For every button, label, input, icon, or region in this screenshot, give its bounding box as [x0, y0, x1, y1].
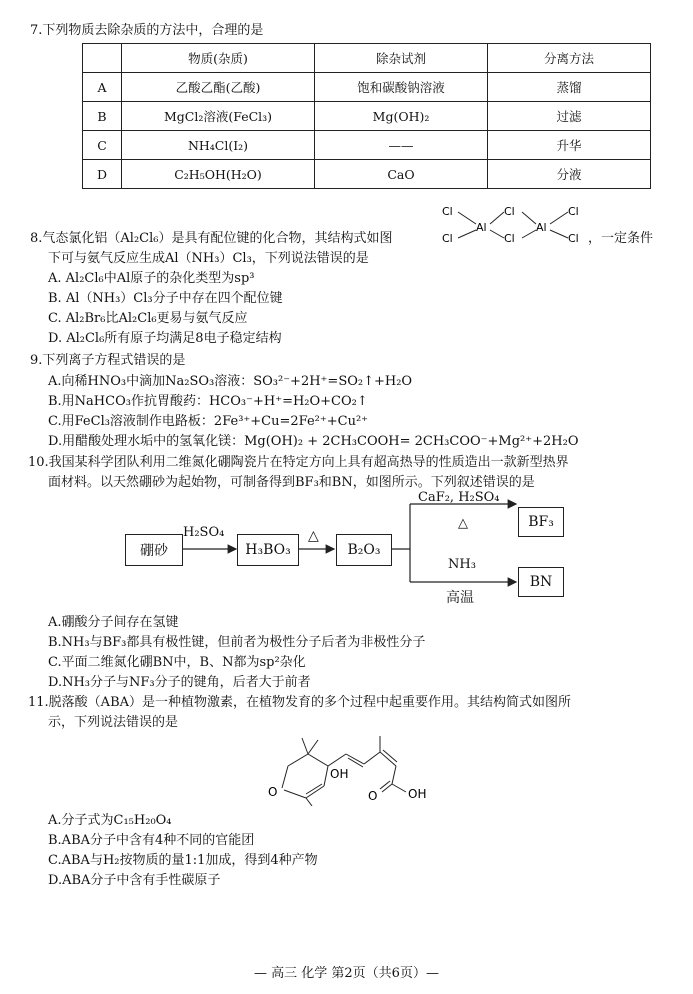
q11-option-c: C.ABA与H₂按物质的量1:1加成，得到4种产物: [48, 853, 318, 868]
flow-branch-bottom-cond: 高温: [446, 590, 474, 606]
q11-stem-line1: 11.脱落酸（ABA）是一种植物激素，在植物发育的多个过程中起重要作用。其结构简式如图所: [28, 695, 572, 710]
q11-option-b: B.ABA分子中含有4种不同的官能团: [48, 833, 255, 848]
q9-stem: 9.下列离子方程式错误的是: [30, 353, 186, 368]
q10-option-b: B.NH₃与BF₃都具有极性键，但前者为极性分子后者为非极性分子: [48, 635, 426, 650]
q7-table: [82, 43, 651, 189]
flow-arrow2-label: △: [308, 528, 319, 544]
oh-label: OH: [330, 767, 349, 781]
table-cell: C: [83, 131, 122, 160]
q10-stem-line1: 10.我国某科学团队利用二维氮化硼陶瓷片在特定方向上具有超高热导的性质造出一款新型热界: [28, 455, 569, 470]
q7-stem: 7.下列物质去除杂质的方法中，合理的是: [30, 23, 264, 38]
table-cell: ——: [315, 131, 488, 160]
table-cell: CaO: [315, 160, 488, 189]
q8-stem-tail: ，一定条件: [588, 231, 654, 246]
carboxyl-oh-label: OH: [408, 787, 427, 801]
flow-node-bn: BN: [518, 567, 564, 597]
aba-structure: [262, 726, 432, 806]
q9-option-a: A.向稀HNO₃中滴加Na₂SO₃溶液：SO₃²⁻+2H⁺=SO₂↑+H₂O: [48, 374, 413, 389]
table-cell: 蒸馏: [488, 73, 651, 102]
al2cl6-structure: [438, 200, 588, 246]
table-row: [83, 131, 651, 160]
q9-option-b: B.用NaHCO₃作抗胃酸药：HCO₃⁻+H⁺=H₂O+CO₂↑: [48, 394, 368, 409]
flow-branch-top-label: CaF₂, H₂SO₄: [418, 490, 500, 505]
table-cell: 乙酸乙酯(乙酸): [122, 73, 315, 102]
flow-branch-bottom-label: NH₃: [448, 557, 476, 572]
table-cell: D: [83, 160, 122, 189]
q8-stem-line1: 8.气态氯化铝（Al₂Cl₆）是具有配位键的化合物，其结构式如图: [30, 231, 393, 246]
cl-label: Cl: [442, 232, 453, 245]
q10-option-d: D.NH₃分子与NF₃分子的键角，后者大于前者: [48, 675, 311, 690]
page-footer: — 高三 化学 第2页（共6页）—: [254, 966, 439, 981]
flow-node-h3bo3: H₃BO₃: [237, 534, 299, 566]
q10-option-c: C.平面二维氮化硼BN中，B、N都为sp²杂化: [48, 655, 306, 670]
table-header-cell: 物质(杂质): [122, 44, 315, 73]
q11-stem-line2: 示，下列说法错误的是: [48, 715, 179, 730]
q8-stem-line2: 下可与氨气反应生成Al（NH₃）Cl₃，下列说法错误的是: [48, 251, 369, 266]
al-label: Al: [476, 221, 487, 234]
table-cell: 饱和碳酸钠溶液: [315, 73, 488, 102]
table-row: [83, 73, 651, 102]
flow-node-bf3: BF₃: [518, 507, 564, 537]
table-cell: 分液: [488, 160, 651, 189]
table-header-cell: 分离方法: [488, 44, 651, 73]
q10-stem-line2: 面材料。以天然硼砂为起始物，可制备得到BF₃和BN，如图所示。下列叙述错误的是: [48, 475, 535, 490]
flow-node-b2o3: B₂O₃: [336, 534, 392, 566]
table-cell: C₂H₅OH(H₂O): [122, 160, 315, 189]
q10-option-a: A.硼酸分子间存在氢键: [48, 615, 179, 630]
q8-option-c: C. Al₂Br₆比Al₂Cl₆更易与氨气反应: [48, 311, 248, 326]
table-cell: 升华: [488, 131, 651, 160]
carboxyl-o-label: O: [368, 789, 378, 803]
flow-branch-top-cond: △: [458, 516, 468, 531]
cl-label: Cl: [568, 205, 579, 218]
cl-label: Cl: [442, 205, 453, 218]
table-cell: A: [83, 73, 122, 102]
q8-option-a: A. Al₂Cl₆中Al原子的杂化类型为sp³: [48, 271, 255, 286]
table-row: [83, 160, 651, 189]
table-header-cell: [83, 44, 122, 73]
table-header-row: [83, 44, 651, 73]
cl-label: Cl: [504, 232, 515, 245]
cl-label: Cl: [568, 232, 579, 245]
q11-option-d: D.ABA分子中含有手性碳原子: [48, 873, 221, 888]
table-cell: 过滤: [488, 102, 651, 131]
table-cell: B: [83, 102, 122, 131]
ketone-o-label: O: [268, 785, 278, 799]
q8-option-d: D. Al₂Cl₆所有原子均满足8电子稳定结构: [48, 331, 282, 346]
table-cell: MgCl₂溶液(FeCl₃): [122, 102, 315, 131]
table-cell: NH₄Cl(I₂): [122, 131, 315, 160]
cl-label: Cl: [504, 205, 515, 218]
q8-option-b: B. Al（NH₃）Cl₃分子中存在四个配位键: [48, 291, 283, 306]
q9-option-d: D.用醋酸处理水垢中的氢氧化镁：Mg(OH)₂ + 2CH₃COOH= 2CH₃COO⁻+Mg²⁺+2H₂O: [48, 434, 579, 449]
table-row: [83, 102, 651, 131]
q11-option-a: A.分子式为C₁₅H₂₀O₄: [48, 813, 172, 828]
q9-option-c: C.用FeCl₃溶液制作电路板：2Fe³⁺+Cu=2Fe²⁺+Cu²⁺: [48, 414, 369, 429]
flow-node-borax: 硼砂: [125, 534, 183, 566]
table-cell: Mg(OH)₂: [315, 102, 488, 131]
flow-arrow1-label: H₂SO₄: [183, 525, 225, 540]
table-header-cell: 除杂试剂: [315, 44, 488, 73]
al-label: Al: [536, 221, 547, 234]
